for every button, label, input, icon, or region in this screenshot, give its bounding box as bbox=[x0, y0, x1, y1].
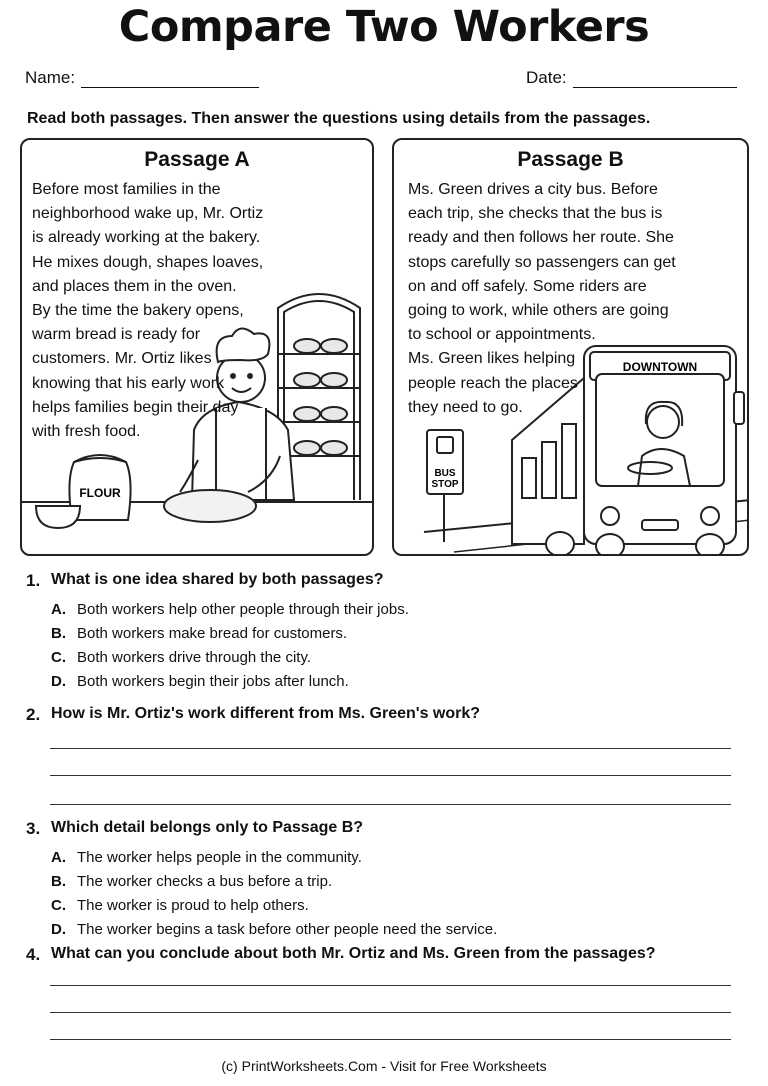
question-number: 3. bbox=[26, 819, 41, 838]
passage-b-line: to school or appointments. bbox=[408, 326, 596, 344]
passage-a-line: He mixes dough, shapes loaves, bbox=[32, 253, 264, 271]
passage-a-line: warm bread is ready for bbox=[32, 326, 201, 344]
option-text: The worker checks a bus before a trip. bbox=[77, 872, 333, 890]
question-text: Which detail belongs only to Passage B? bbox=[51, 819, 364, 836]
bowl-icon bbox=[36, 506, 80, 528]
question-text: How is Mr. Ortiz's work different from Ms. Green's work? bbox=[51, 705, 481, 722]
worksheet-title: Compare Two Workers bbox=[118, 2, 650, 52]
question-text: What is one idea shared by both passages? bbox=[51, 571, 384, 588]
answer-option-c[interactable] bbox=[51, 893, 497, 917]
bus-stop-text-2: STOP bbox=[431, 479, 459, 490]
passage-a-line: knowing that his early work bbox=[32, 374, 225, 392]
option-letter: C. bbox=[51, 896, 66, 914]
passage-b-text bbox=[408, 178, 676, 420]
answer-option-c[interactable] bbox=[51, 645, 409, 669]
instructions: Read both passages. Then answer the questions using details from the passages. bbox=[27, 110, 651, 127]
passage-b-line: people reach the places bbox=[408, 374, 578, 392]
passage-b-line: stops carefully so passengers can get bbox=[408, 253, 676, 271]
passage-b-line: each trip, she checks that the bus is bbox=[408, 205, 663, 223]
bus-destination-sign: DOWNTOWN bbox=[622, 360, 698, 374]
question-number: 4. bbox=[26, 945, 41, 964]
answer-options bbox=[51, 845, 497, 941]
question-1 bbox=[26, 571, 409, 693]
passage-a-line: with fresh food. bbox=[32, 423, 141, 441]
answer-options bbox=[51, 597, 409, 693]
name-blank-line[interactable] bbox=[81, 70, 259, 88]
option-letter: A. bbox=[51, 600, 66, 618]
option-text: The worker begins a task before other people need the service. bbox=[77, 920, 498, 938]
passage-a-line: customers. Mr. Ortiz likes bbox=[32, 350, 212, 368]
passage-b-line: Ms. Green drives a city bus. Before bbox=[408, 181, 658, 198]
option-text: Both workers begin their jobs after lunch. bbox=[77, 672, 349, 690]
option-letter: C. bbox=[51, 648, 66, 666]
passage-b-line: on and off safely. Some riders are bbox=[408, 277, 647, 295]
footer-credit: (c) PrintWorksheets.Com - Visit for Free Worksheets bbox=[221, 1058, 547, 1074]
answer-line[interactable] bbox=[50, 804, 731, 805]
passage-a-line: By the time the bakery opens, bbox=[32, 302, 244, 320]
option-letter: B. bbox=[51, 624, 66, 642]
answer-option-a[interactable] bbox=[51, 845, 497, 869]
flour-label: FLOUR bbox=[79, 486, 121, 500]
answer-line[interactable] bbox=[50, 775, 731, 776]
passage-b-line: Ms. Green likes helping bbox=[408, 350, 576, 368]
answer-option-a[interactable] bbox=[51, 597, 409, 621]
passage-b-line: they need to go. bbox=[408, 398, 523, 416]
option-letter: D. bbox=[51, 920, 66, 938]
passage-b-box bbox=[392, 138, 749, 556]
question-number: 1. bbox=[26, 571, 41, 590]
bus-stop-text-1: BUS bbox=[434, 468, 456, 479]
option-text: The worker is proud to help others. bbox=[77, 896, 309, 914]
question-text: What can you conclude about both Mr. Ortiz and Ms. Green from the passages? bbox=[51, 945, 656, 962]
passage-a-line: is already working at the bakery. bbox=[32, 229, 261, 247]
passage-a-line: helps families begin their day bbox=[32, 398, 239, 416]
answer-option-d[interactable] bbox=[51, 669, 409, 693]
passage-a-text bbox=[32, 178, 263, 444]
option-letter: A. bbox=[51, 848, 66, 866]
passage-a-line: Before most families in the bbox=[32, 181, 221, 198]
passage-b-line: ready and then follows her route. She bbox=[408, 229, 674, 247]
question-4 bbox=[26, 945, 656, 965]
date-label: Date: bbox=[526, 68, 567, 87]
name-label: Name: bbox=[25, 68, 76, 87]
passage-b-title: Passage B bbox=[517, 148, 624, 171]
date-blank-line[interactable] bbox=[573, 70, 737, 88]
answer-option-d[interactable] bbox=[51, 917, 497, 941]
question-2 bbox=[26, 705, 480, 725]
option-text: Both workers make bread for customers. bbox=[77, 624, 348, 642]
question-number: 2. bbox=[26, 705, 41, 724]
passage-a-box bbox=[20, 138, 374, 556]
option-text: Both workers drive through the city. bbox=[77, 648, 311, 666]
answer-line[interactable] bbox=[50, 985, 731, 986]
name-field[interactable] bbox=[25, 68, 259, 88]
passage-a-line: neighborhood wake up, Mr. Ortiz bbox=[32, 205, 264, 223]
option-letter: D. bbox=[51, 672, 66, 690]
answer-line[interactable] bbox=[50, 1012, 731, 1013]
answer-option-b[interactable] bbox=[51, 621, 409, 645]
dough-icon bbox=[164, 490, 256, 522]
passage-b-line: going to work, while others are going bbox=[408, 302, 669, 320]
option-text: Both workers help other people through their jobs. bbox=[77, 600, 409, 618]
answer-line[interactable] bbox=[50, 748, 731, 749]
question-3 bbox=[26, 819, 497, 941]
answer-option-b[interactable] bbox=[51, 869, 497, 893]
answer-line[interactable] bbox=[50, 1039, 731, 1040]
option-text: The worker helps people in the community. bbox=[77, 848, 362, 866]
date-field[interactable] bbox=[526, 68, 737, 88]
passage-a-line: and places them in the oven. bbox=[32, 277, 237, 295]
option-letter: B. bbox=[51, 872, 66, 890]
passage-a-title: Passage A bbox=[144, 148, 250, 171]
